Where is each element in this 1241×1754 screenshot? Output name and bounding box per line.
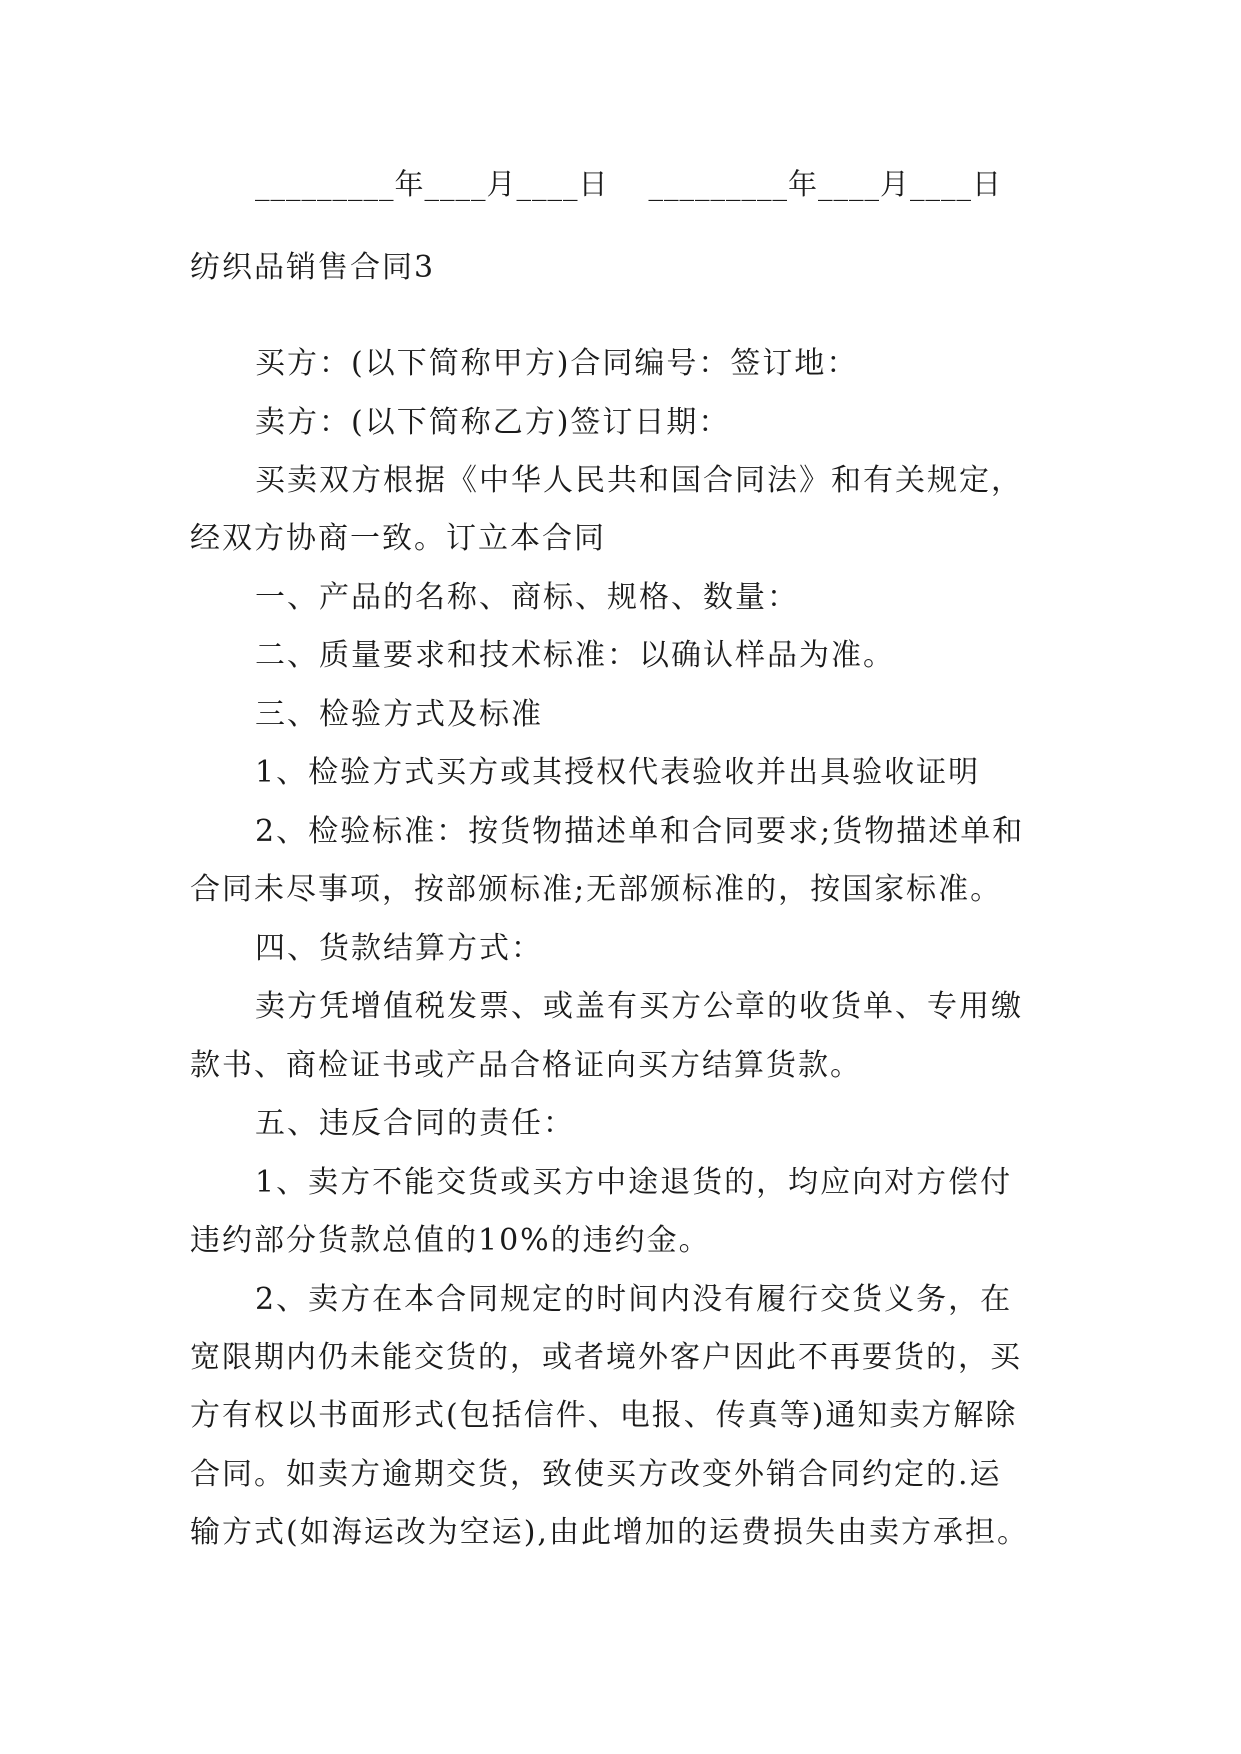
signature-date-right: _________年____月____日 (648, 167, 1003, 201)
paragraph-line: 方有权以书面形式(包括信件、电报、传真等)通知卖方解除 (190, 1398, 1018, 1433)
paragraph-line: 买卖双方根据《中华人民共和国合同法》和有关规定， (255, 463, 1023, 498)
paragraph-line: 买方：(以下简称甲方)合同编号：签订地： (255, 346, 859, 381)
paragraph-line: 五、违反合同的责任： (255, 1106, 575, 1141)
paragraph-line: 款书、商检证书或产品合格证向买方结算货款。 (190, 1048, 862, 1083)
signature-date-left: _________年____月____日 (255, 167, 609, 201)
paragraph-line: 卖方凭增值税发票、或盖有买方公章的收货单、专用缴 (255, 989, 1023, 1024)
paragraph-line: 违约部分货款总值的10%的违约金。 (190, 1223, 711, 1258)
paragraph-line: 经双方协商一致。订立本合同 (190, 521, 606, 556)
paragraph-line: 2、检验标准：按货物描述单和合同要求;货物描述单和 (255, 814, 1025, 849)
signature-date-row (255, 164, 1002, 204)
paragraph-line: 合同未尽事项，按部颁标准;无部颁标准的，按国家标准。 (190, 872, 1003, 907)
paragraph-line: 二、质量要求和技术标准：以确认样品为准。 (255, 638, 895, 673)
paragraph-line: 输方式(如海运改为空运),由此增加的运费损失由卖方承担。 (190, 1515, 1029, 1550)
paragraph-line: 一、产品的名称、商标、规格、数量： (255, 580, 799, 615)
paragraph-line: 1、检验方式买方或其授权代表验收并出具验收证明 (255, 755, 981, 790)
document-title: 纺织品销售合同3 (190, 250, 436, 285)
paragraph-line: 四、货款结算方式： (255, 931, 543, 966)
paragraph-line: 1、卖方不能交货或买方中途退货的，均应向对方偿付 (255, 1165, 1013, 1200)
paragraph-line: 宽限期内仍未能交货的，或者境外客户因此不再要货的，买 (190, 1340, 1022, 1375)
paragraph-line: 合同。如卖方逾期交货，致使买方改变外销合同约定的.运 (190, 1457, 1002, 1492)
paragraph-line: 2、卖方在本合同规定的时间内没有履行交货义务，在 (255, 1282, 1013, 1317)
paragraph-line: 卖方：(以下简称乙方)签订日期： (255, 405, 731, 440)
paragraph-line: 三、检验方式及标准 (255, 697, 543, 732)
